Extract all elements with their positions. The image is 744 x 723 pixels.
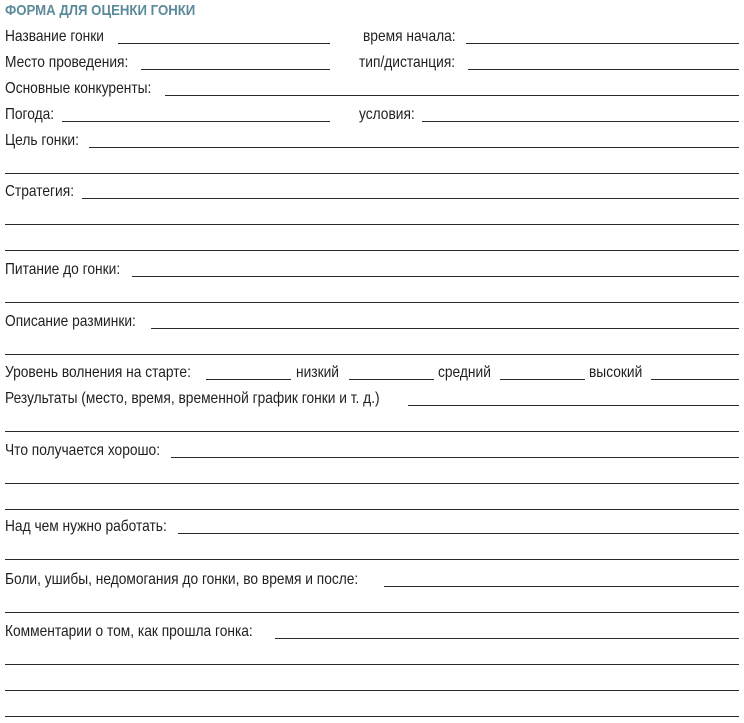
anxiety-label: Уровень волнения на старте: <box>5 364 191 381</box>
weather-label: Погода: <box>5 106 55 123</box>
row-competitors <box>5 76 739 100</box>
row-comments <box>5 619 739 643</box>
results-line[interactable] <box>5 431 739 432</box>
goes-well-line[interactable] <box>5 483 739 484</box>
row-nutrition <box>5 257 739 281</box>
results-label: Результаты (место, время, временной график гонки и т. д.) <box>5 390 380 407</box>
results-field[interactable] <box>408 405 739 406</box>
conditions-label: условия: <box>359 106 415 123</box>
comments-field[interactable] <box>275 638 739 639</box>
row-pains <box>5 567 739 591</box>
anxiety-field[interactable] <box>206 379 291 380</box>
nutrition-field[interactable] <box>132 276 739 277</box>
type-distance-field[interactable] <box>468 69 739 70</box>
goes-well-label: Что получается хорошо: <box>5 442 161 459</box>
form-title: ФОРМА ДЛЯ ОЦЕНКИ ГОНКИ <box>5 2 196 19</box>
start-time-label: время начала: <box>363 28 456 45</box>
anxiety-low-field[interactable] <box>349 379 434 380</box>
goes-well-field[interactable] <box>171 457 739 458</box>
anxiety-high-field[interactable] <box>651 379 739 380</box>
warmup-line[interactable] <box>5 354 739 355</box>
venue-field[interactable] <box>141 69 330 70</box>
strategy-field[interactable] <box>82 198 739 199</box>
row-work-on <box>5 514 739 538</box>
pains-label: Боли, ушибы, недомогания до гонки, во время и после: <box>5 571 359 588</box>
start-time-field[interactable] <box>466 43 739 44</box>
row-race-name <box>5 24 739 48</box>
race-name-label: Название гонки <box>5 28 104 45</box>
strategy-line[interactable] <box>5 250 739 251</box>
anxiety-medium-label: средний <box>438 364 491 381</box>
race-goal-label: Цель гонки: <box>5 132 79 149</box>
row-race-goal <box>5 128 739 152</box>
anxiety-high-label: высокий <box>589 364 643 381</box>
anxiety-medium-field[interactable] <box>500 379 585 380</box>
row-warmup <box>5 309 739 333</box>
row-venue <box>5 50 739 74</box>
pains-field[interactable] <box>384 586 739 587</box>
row-anxiety <box>5 360 739 384</box>
conditions-field[interactable] <box>422 121 739 122</box>
nutrition-line[interactable] <box>5 302 739 303</box>
warmup-label: Описание разминки: <box>5 313 136 330</box>
competitors-field[interactable] <box>165 95 739 96</box>
row-weather <box>5 102 739 126</box>
row-strategy <box>5 179 739 203</box>
competitors-label: Основные конкуренты: <box>5 80 152 97</box>
nutrition-label: Питание до гонки: <box>5 261 121 278</box>
venue-label: Место проведения: <box>5 54 129 71</box>
weather-field[interactable] <box>62 121 330 122</box>
strategy-label: Стратегия: <box>5 183 75 200</box>
comments-line[interactable] <box>5 664 739 665</box>
strategy-line[interactable] <box>5 224 739 225</box>
row-results <box>5 386 739 410</box>
comments-line[interactable] <box>5 690 739 691</box>
comments-line[interactable] <box>5 716 739 717</box>
pains-line[interactable] <box>5 612 739 613</box>
race-goal-line[interactable] <box>5 173 739 174</box>
work-on-line[interactable] <box>5 559 739 560</box>
row-goes-well <box>5 438 739 462</box>
anxiety-low-label: низкий <box>296 364 339 381</box>
work-on-field[interactable] <box>178 533 739 534</box>
race-goal-field[interactable] <box>89 147 739 148</box>
work-on-label: Над чем нужно работать: <box>5 518 167 535</box>
goes-well-line[interactable] <box>5 509 739 510</box>
comments-label: Комментарии о том, как прошла гонка: <box>5 623 253 640</box>
race-name-field[interactable] <box>118 43 330 44</box>
type-distance-label: тип/дистанция: <box>359 54 456 71</box>
warmup-field[interactable] <box>151 328 739 329</box>
